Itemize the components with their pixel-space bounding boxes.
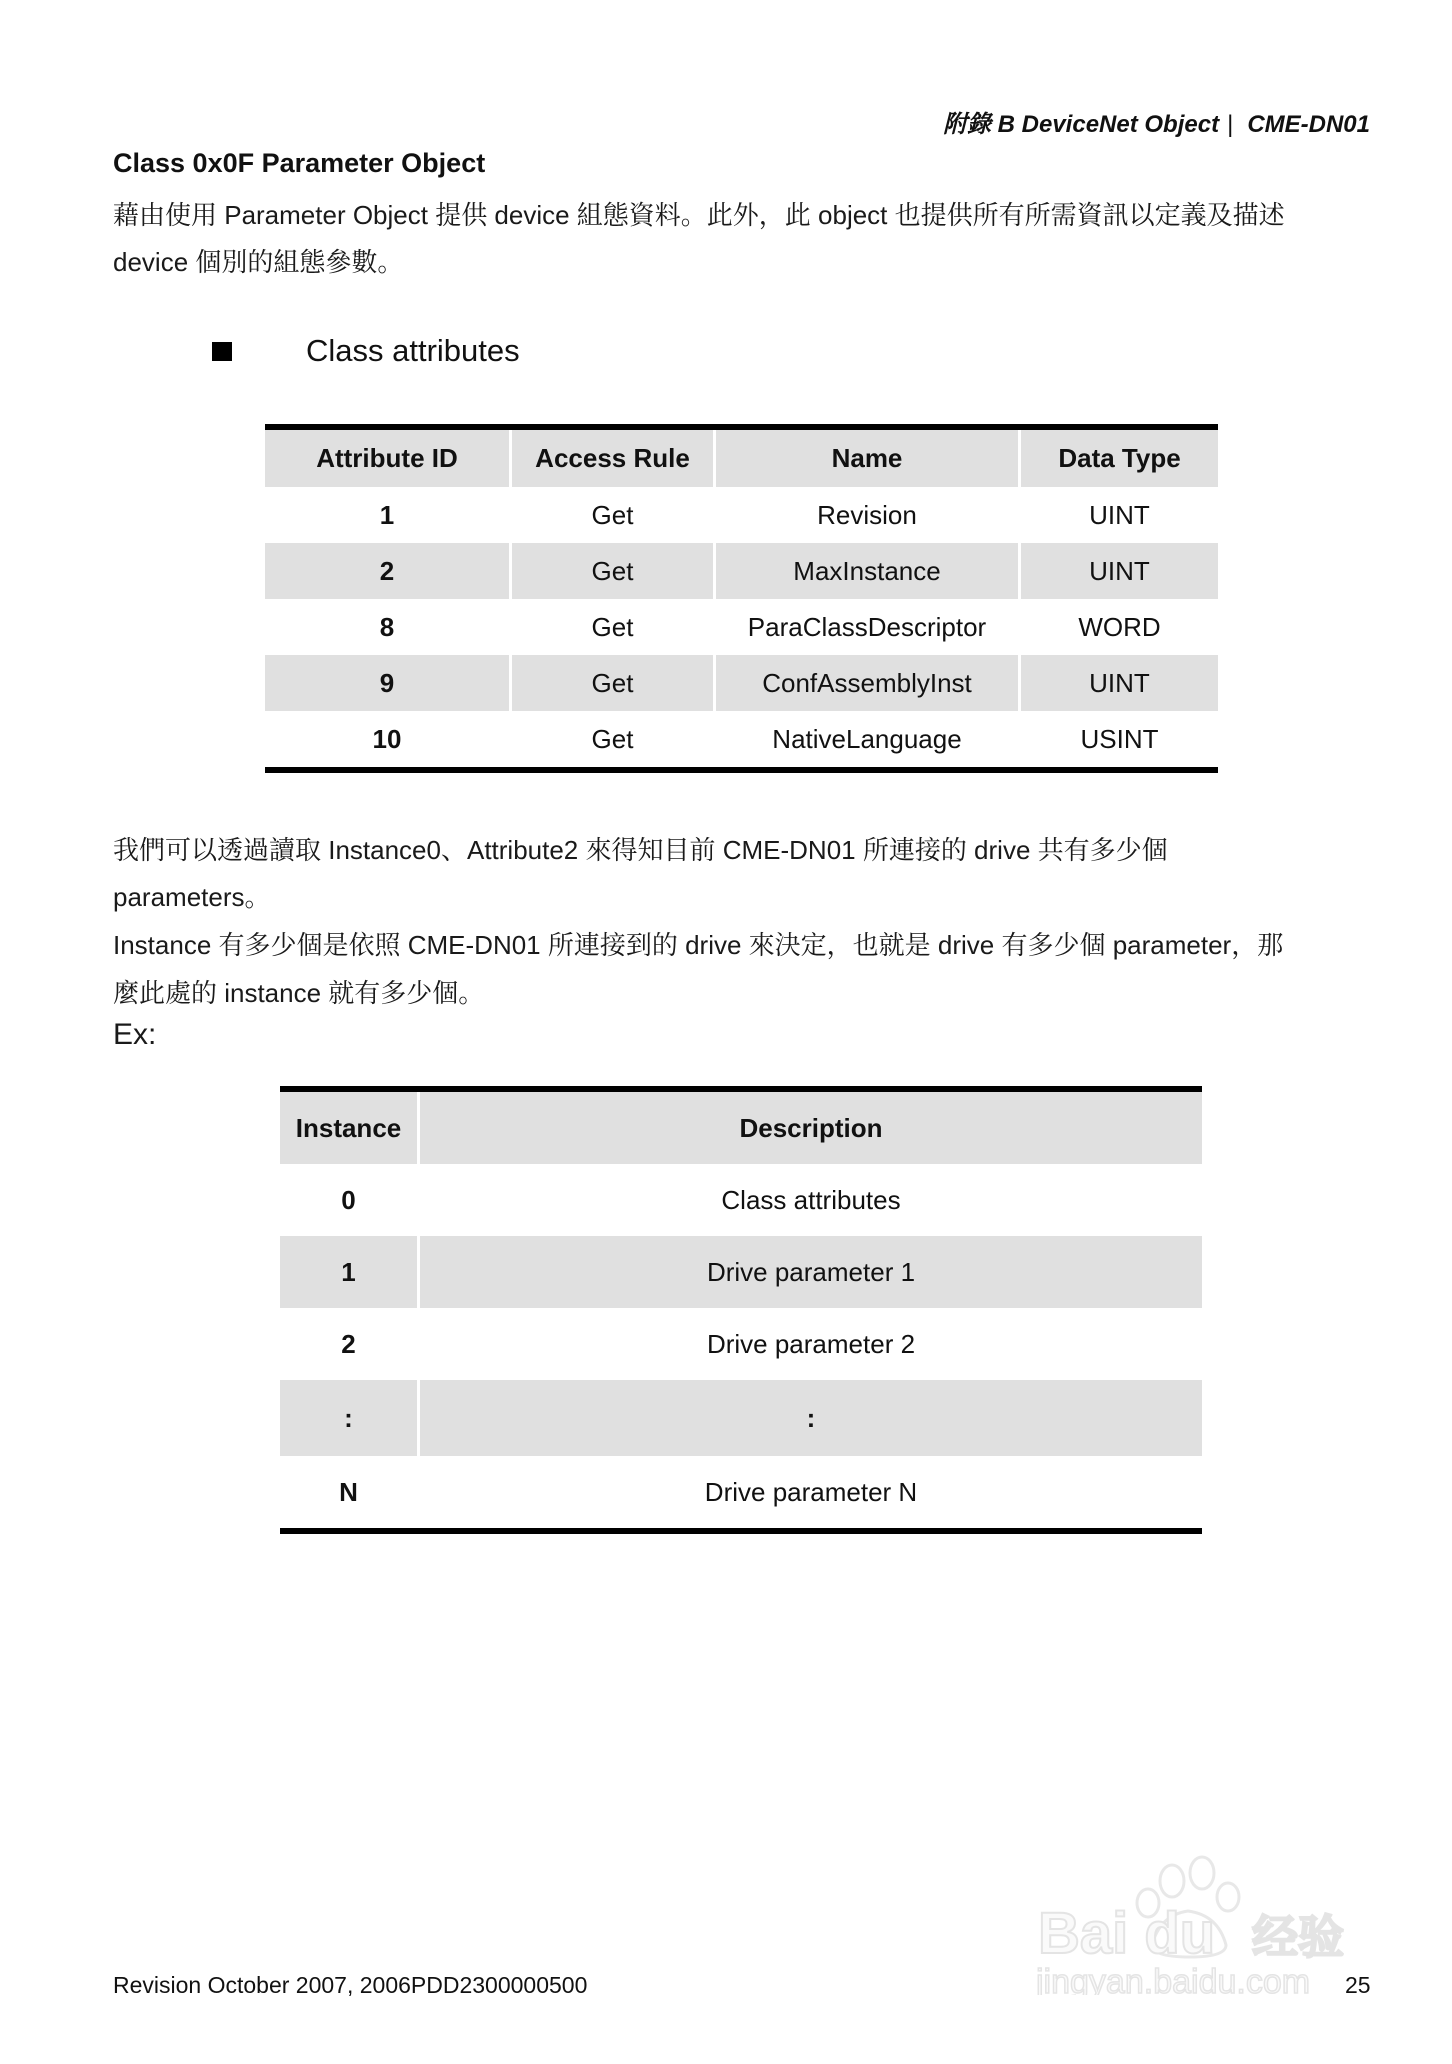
instance-cell: N (280, 1456, 420, 1528)
attribute-id-cell: 10 (265, 711, 512, 767)
instance-cell: 0 (280, 1164, 420, 1236)
baidu-watermark (1030, 1845, 1360, 1995)
table-row (265, 543, 1218, 599)
table-row (265, 487, 1218, 543)
table-row (280, 1456, 1202, 1528)
name-cell: NativeLanguage (716, 711, 1021, 767)
table-row (280, 1308, 1202, 1380)
square-bullet-icon (212, 342, 232, 361)
data-type-cell: UINT (1089, 499, 1150, 530)
instance-cell: 2 (280, 1308, 420, 1380)
table-row (265, 599, 1218, 655)
table-bottom-rule (280, 1528, 1202, 1534)
table-bottom-rule (265, 767, 1218, 773)
watermark-brand: Bai du (1038, 1901, 1216, 1966)
table-header-row (265, 430, 1218, 487)
table-row (280, 1164, 1202, 1236)
table-row (280, 1380, 1202, 1456)
attribute-id-cell: 1 (265, 487, 512, 543)
header-product: CME-DN01 (1247, 111, 1370, 138)
class-attributes-table (265, 424, 1218, 773)
section-title: Class 0x0F Parameter Object (113, 148, 486, 178)
attribute-id-cell: 2 (265, 543, 512, 599)
column-header: Description (420, 1092, 1202, 1164)
instance-cell: 1 (280, 1236, 420, 1308)
explanation-line-3: Instance 有多少個是依照 CME-DN01 所連接到的 drive 來決定，也就是 drive 有多少個 parameter，那 (113, 930, 1284, 960)
explanation-line-1: 我們可以透過讀取 Instance0、Attribute2 來得知目前 CME-DN01 所連接的 drive 共有多少個 (113, 835, 1168, 865)
description-cell: : (420, 1380, 1202, 1456)
data-type-cell: WORD (1078, 611, 1161, 642)
watermark-url: jingyan.baidu.com (1036, 1963, 1311, 1995)
access-rule-cell: Get (512, 599, 716, 655)
table-row (280, 1236, 1202, 1308)
baidu-paw-icon (1030, 1845, 1360, 1995)
watermark-brand-cn: 经验 (1252, 1910, 1344, 1964)
description-cell: Drive parameter N (704, 1476, 918, 1507)
data-type-cell: UINT (1021, 543, 1218, 599)
access-rule-cell: Get (512, 655, 716, 711)
name-cell: Revision (716, 487, 1021, 543)
column-header: Attribute ID (265, 430, 512, 487)
class-attributes-heading: Class attributes (306, 333, 520, 368)
data-type-cell: UINT (1021, 655, 1218, 711)
header-chapter: 附錄 B DeviceNet Object (942, 111, 1220, 138)
instances-table (280, 1086, 1202, 1534)
footer-revision: Revision October 2007, 2006PDD2300000500 (113, 1972, 588, 1998)
description-cell: Drive parameter 2 (706, 1328, 916, 1359)
explanation-line-4: 麼此處的 instance 就有多少個。 (113, 978, 485, 1008)
attribute-id-cell: 9 (265, 655, 512, 711)
table-row (265, 655, 1218, 711)
table-header-row (280, 1092, 1202, 1164)
intro-line-2: device 個別的組態參數。 (113, 247, 404, 277)
name-cell: ConfAssemblyInst (716, 655, 1021, 711)
column-header: Instance (280, 1092, 420, 1164)
explanation-line-2: parameters。 (113, 882, 271, 912)
instance-cell: : (280, 1380, 420, 1456)
column-header: Data Type (1021, 430, 1218, 487)
data-type-cell: USINT (1080, 723, 1159, 754)
page-number: 25 (1345, 1972, 1371, 1998)
attribute-id-cell: 8 (265, 599, 512, 655)
name-cell: MaxInstance (716, 543, 1021, 599)
header-separator: | (1227, 111, 1234, 138)
access-rule-cell: Get (512, 487, 716, 543)
access-rule-cell: Get (512, 711, 716, 767)
access-rule-cell: Get (512, 543, 716, 599)
example-label: Ex: (113, 1018, 157, 1051)
table-row (265, 711, 1218, 767)
description-cell: Class attributes (721, 1184, 901, 1215)
description-cell: Drive parameter 1 (420, 1236, 1202, 1308)
running-header (943, 104, 1370, 139)
column-header: Access Rule (512, 430, 716, 487)
column-header: Name (716, 430, 1021, 487)
name-cell: ParaClassDescriptor (716, 599, 1021, 655)
intro-line-1: 藉由使用 Parameter Object 提供 device 組態資料。此外，此 object 也提供所有所需資訊以定義及描述 (113, 200, 1285, 230)
